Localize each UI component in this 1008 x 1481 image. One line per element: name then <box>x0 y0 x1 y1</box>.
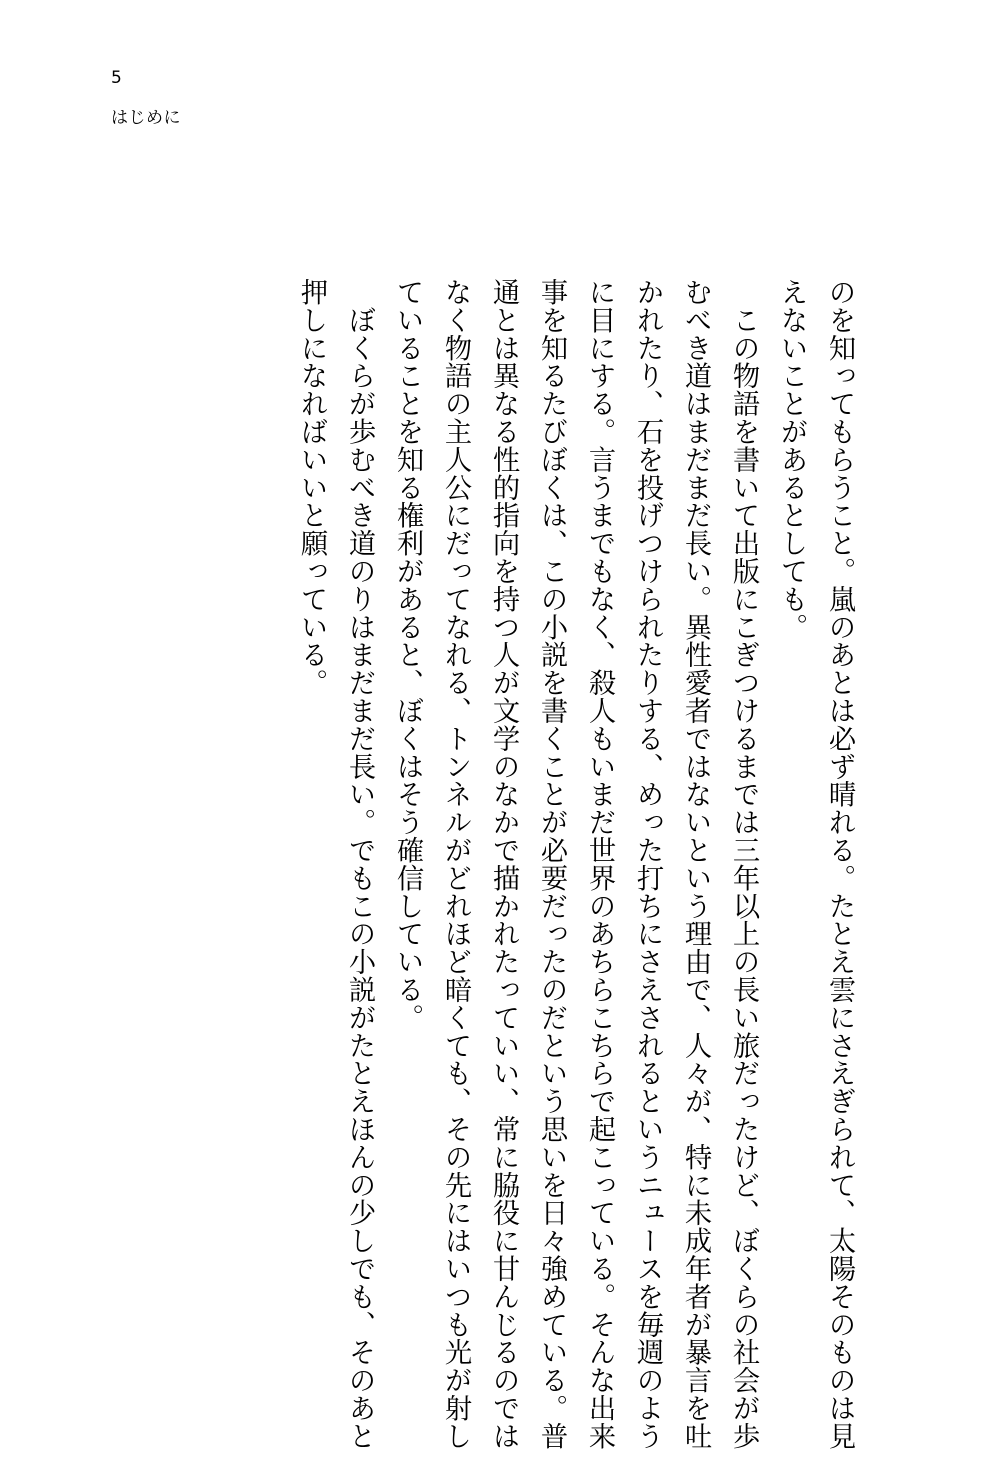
text-line-2: えないことがあるとしても。 <box>776 278 807 641</box>
text-line-12: 押しになればいいと願っている。 <box>296 278 327 697</box>
body-text <box>287 278 863 1450</box>
text-line-8: 通とは異なる性的指向を持つ人が文学のなかで描かれたっていい、常に脇役に甘んじるのでは <box>488 278 519 1450</box>
text-line-3: この物語を書いて出版にこぎつけるまでは三年以上の長い旅だったけど、ぼくらの社会が歩 <box>728 278 759 1450</box>
page-number: 5 <box>111 68 122 88</box>
text-line-6: に目にする。言うまでもなく、殺人もいまだ世界のあちらこちらで起こっている。そんな出来 <box>584 278 615 1450</box>
text-line-11: ぼくらが歩むべき道のりはまだまだ長い。でもこの小説がたとえほんの少しでも、そのあと <box>344 278 375 1450</box>
text-line-1: のを知ってもらうこと。嵐のあとは必ず晴れる。たとえ雲にさえぎられて、太陽そのものは見 <box>824 278 855 1450</box>
text-line-5: かれたり、石を投げつけられたりする、めった打ちにさえされるというニュースを毎週のよう <box>632 278 663 1450</box>
text-line-7: 事を知るたびぼくは、この小説を書くことが必要だったのだという思いを日々強めている。普 <box>536 278 567 1450</box>
text-line-4: むべき道はまだまだ長い。異性愛者ではないという理由で、人々が、特に未成年者が暴言を吐 <box>680 278 711 1450</box>
chapter-title: はじめに <box>111 108 181 128</box>
text-line-9: なく物語の主人公にだってなれる、トンネルがどれほど暗くても、その先にはいつも光が射し <box>440 278 471 1450</box>
text-line-10: ていることを知る権利があると、ぼくはそう確信している。 <box>392 278 423 1032</box>
